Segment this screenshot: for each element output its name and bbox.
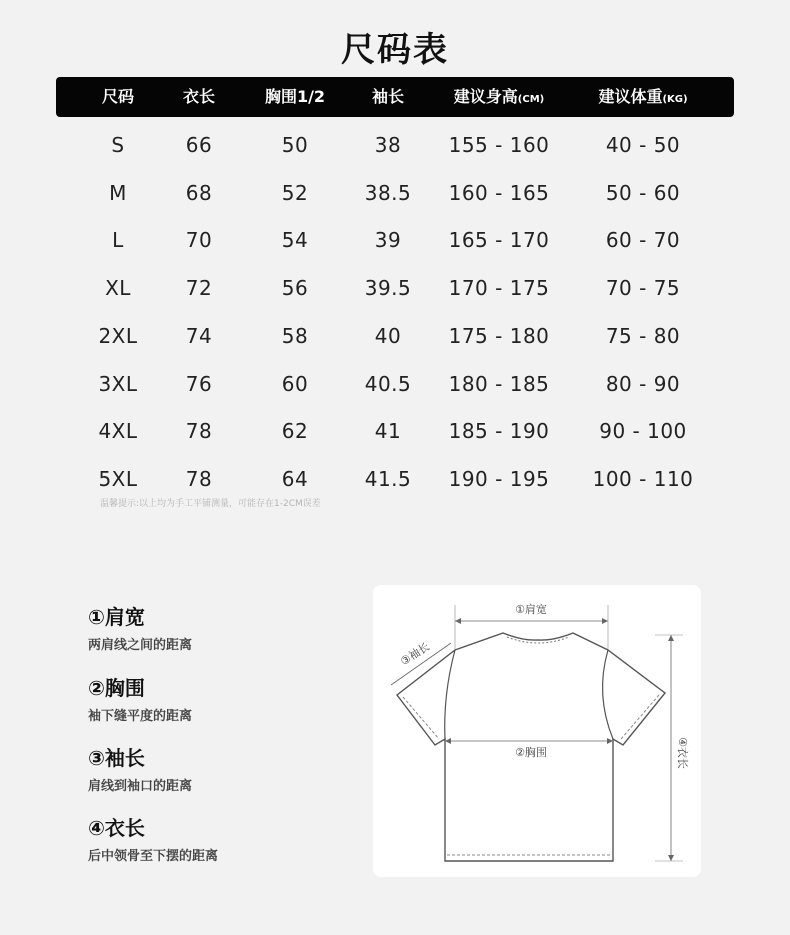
measure-title: ③袖长 [88,746,145,770]
table-cell: 160 - 165 [448,180,550,205]
sleeve-hem-left [403,697,439,739]
table-cell: 180 - 185 [448,371,550,396]
length-label: ④衣长 [676,737,689,769]
table-cell: XL [105,276,131,301]
table-cell: 4XL [98,419,138,444]
measure-title: ①肩宽 [88,605,145,629]
measure-title: ②胸围 [88,676,145,700]
table-header-cell [372,77,404,117]
table-cell: 54 [281,228,309,253]
table-cell: 68 [185,180,213,205]
table-cell: 39 [374,228,402,253]
table-cell: 66 [185,133,213,157]
header-text: 建议体重 [598,87,663,106]
table-row [0,178,790,208]
table-cell: 60 - 70 [605,228,681,253]
measure-desc: 肩线到袖口的距离 [88,779,193,794]
table-cell: 50 [281,133,309,157]
measure-desc: 后中领骨至下摆的距离 [88,849,219,864]
table-cell: 58 [281,323,309,348]
table-cell: 40 [374,323,402,348]
measure-title: ④衣长 [88,816,145,840]
measure-desc: 两肩线之间的距离 [88,638,193,653]
table-cell: 190 - 195 [448,466,550,491]
table-cell: S [111,133,125,157]
measure-shoulder [88,601,192,653]
table-cell: 80 - 90 [605,371,681,396]
table-cell: 39.5 [364,276,412,301]
armhole-left [445,650,455,739]
table-cell: 64 [281,466,309,491]
table-row [0,321,790,351]
table-cell: 165 - 170 [448,228,550,253]
table-cell: 3XL [98,371,138,396]
table-cell: 90 - 100 [599,419,687,444]
armhole-right [603,650,613,739]
table-cell: 78 [185,466,213,491]
table-cell: 100 - 110 [592,466,694,491]
table-row [0,273,790,303]
table-row [0,225,790,255]
table-cell: 175 - 180 [448,323,550,348]
tshirt-diagram [373,585,701,877]
measure-desc: 袖下缝平度的距离 [88,709,193,724]
header-text: 建议身高 [453,87,518,106]
table-header-cell [598,77,687,117]
table-header-cell [265,77,325,117]
sleeve-label: ③袖长 [398,639,433,669]
table-cell: M [109,180,127,205]
tshirt-diagram-card [373,585,701,877]
table-row [0,130,790,160]
measure-chest [88,672,192,724]
table-cell: 40 - 50 [605,133,681,157]
table-cell: 155 - 160 [448,133,550,157]
header-text: 衣长 [182,87,216,106]
sleeve-hem-right [621,695,659,739]
table-header-cell [183,77,215,117]
table-cell: 41.5 [364,466,412,491]
table-cell: 2XL [98,323,138,348]
header-text: 袖长 [371,87,405,106]
table-cell: 5XL [98,466,138,491]
table-row [0,416,790,446]
header-text: 尺码 [101,87,135,106]
shoulder-label: ①肩宽 [515,603,547,616]
table-cell: 62 [281,419,309,444]
table-row [0,369,790,399]
table-cell: 56 [281,276,309,301]
chest-label: ②胸围 [515,746,547,759]
table-cell: 76 [185,371,213,396]
table-cell: 38 [374,133,402,157]
table-row [0,464,790,494]
table-header-cell [454,77,544,117]
table-cell: 60 [281,371,309,396]
table-cell: 70 - 75 [605,276,681,301]
table-cell: 38.5 [364,180,412,205]
header-unit: (KG) [662,94,688,105]
table-cell: 70 [185,228,213,253]
measure-length [88,812,218,864]
table-cell: 185 - 190 [448,419,550,444]
table-cell: 75 - 80 [605,323,681,348]
table-header-cell [102,77,134,117]
table-cell: 50 - 60 [605,180,681,205]
measurement-note: 温馨提示:以上均为手工平铺测量，可能存在1-2CM误差 [100,499,321,509]
table-cell: 41 [374,419,402,444]
table-cell: 52 [281,180,309,205]
header-unit: (CM) [517,94,545,105]
table-cell: 78 [185,419,213,444]
table-cell: 170 - 175 [448,276,550,301]
header-text: 胸围1/2 [264,87,326,106]
page-title: 尺码表 [341,30,449,70]
table-cell: L [112,228,124,253]
table-cell: 40.5 [364,371,412,396]
table-cell: 74 [185,323,213,348]
measure-sleeve [88,742,192,794]
table-cell: 72 [185,276,213,301]
